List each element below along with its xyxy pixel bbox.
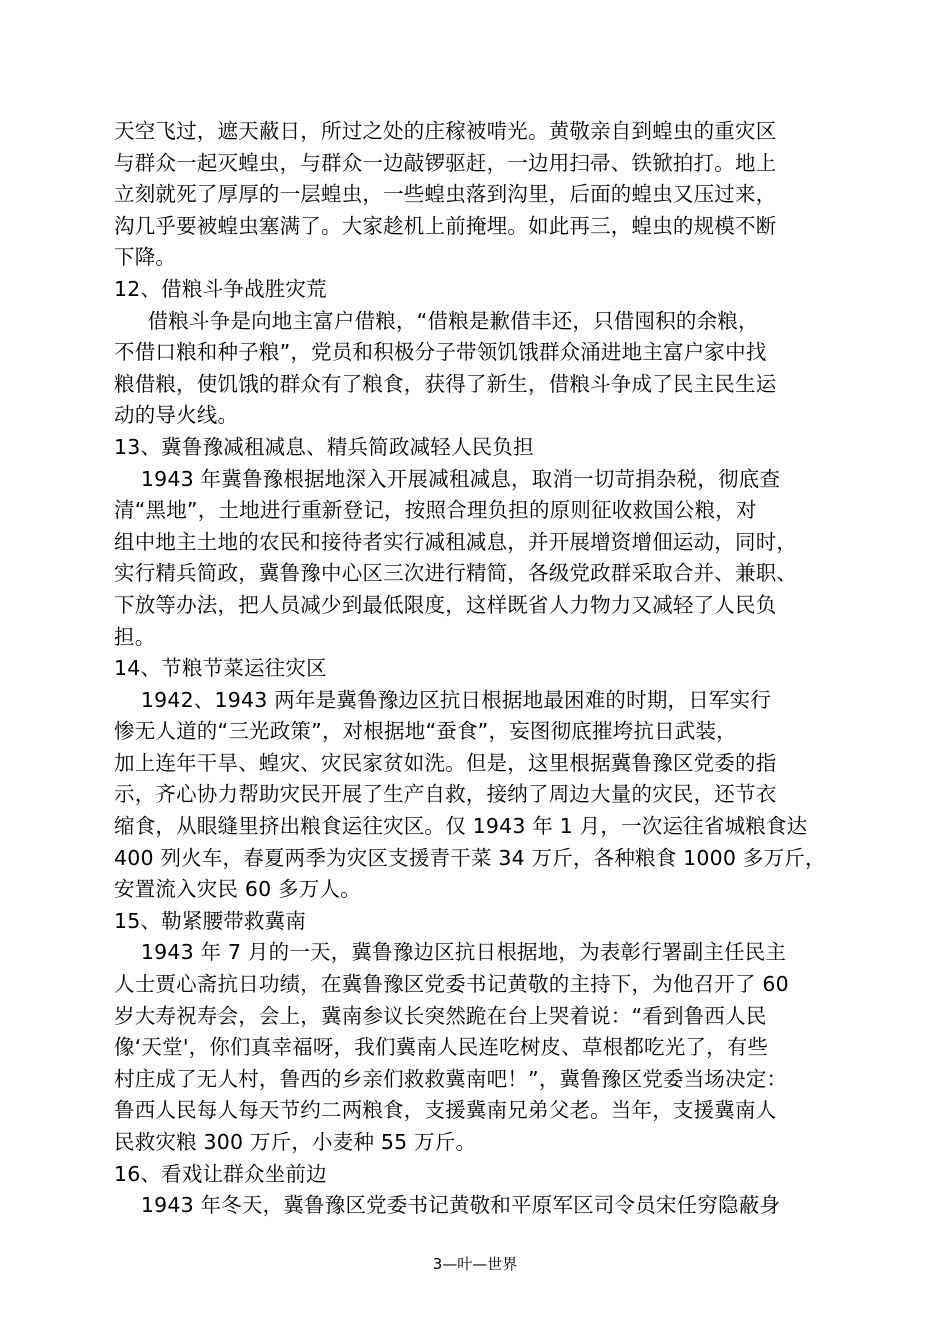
text-line: 担。 <box>114 624 156 649</box>
text-line: 民救灾粮 300 万斤，小麦种 55 万斤。 <box>114 1130 477 1154</box>
text-line: 鲁西人民每人每天节约二两粮食，支援冀南兄弟父老。当年，支援冀南人 <box>114 1098 777 1123</box>
text-line: 人士贾心斋抗日功绩，在冀鲁豫区党委书记黄敬的主持下，为他召开了 60 <box>114 972 789 997</box>
text-line: 示，齐心协力帮助灾民开展了生产自救，接纳了周边大量的灾民，还节衣 <box>114 782 777 807</box>
text-line: 天空飞过，遮天蔽日，所过之处的庄稼被啃光。黄敬亲自到蝗虫的重灾区 <box>114 119 777 143</box>
text-line: 粮借粮，使饥饿的群众有了粮食，获得了新生，借粮斗争成了民主民生运 <box>114 371 777 396</box>
text-line: 下降。 <box>114 245 177 270</box>
text-line: 沟几乎要被蝗虫塞满了。大家趁机上前掩埋。如此再三，蝗虫的规模不断 <box>114 213 777 238</box>
text-line: 1942、1943 两年是冀鲁豫边区抗日根据地最困难的时期，日军实行 <box>114 687 772 712</box>
text-line: 村庄成了无人村，鲁西的乡亲们救救冀南吧！”，冀鲁豫区党委当场决定： <box>114 1066 788 1091</box>
text-line: 与群众一起灭蝗虫，与群众一边敲锣驱赶，一边用扫帚、铁锨拍打。地上 <box>114 150 777 175</box>
text-line: 组中地主土地的农民和接待者实行减租减息，并开展增资增佃运动，同时， <box>114 529 798 554</box>
text-line: 安置流入灾民 60 多万人。 <box>114 877 361 902</box>
text-line: 不借口粮和种子粮”，党员和积极分子带领饥饿群众涌进地主富户家中找 <box>114 340 767 365</box>
text-line: 14、节粮节菜运往灾区 <box>114 656 327 681</box>
text-line: 16、看戏让群众坐前边 <box>114 1161 327 1186</box>
text-line: 加上连年干旱、蝗灾、灾民家贫如洗。但是，这里根据冀鲁豫区党委的指 <box>114 750 777 775</box>
text-line: 400 列火车，春夏两季为灾区支援青干菜 34 万斤，各种粮食 1000 多万斤， <box>114 845 826 870</box>
text-line: 实行精兵简政，冀鲁豫中心区三次进行精简，各级党政群采取合并、兼职、 <box>114 561 798 586</box>
text-line: 13、冀鲁豫减租减息、精兵简政减轻人民负担 <box>114 434 534 459</box>
text-line: 缩食，从眼缝里挤出粮食运往灾区。仅 1943 年 1 月，一次运往省城粮食达 <box>114 814 808 839</box>
text-line: 借粮斗争是向地主富户借粮，“借粮是歉借丰还，只借囤积的余粮， <box>114 308 759 333</box>
text-line: 12、借粮斗争战胜灾荒 <box>114 276 327 301</box>
text-line: 15、勒紧腰带救冀南 <box>114 908 307 933</box>
text-line: 下放等办法，把人员减少到最低限度，这样既省人力物力又减轻了人民负 <box>114 592 777 617</box>
text-line: 1943 年冬天，冀鲁豫区党委书记黄敬和平原军区司令员宋任穷隐蔽身 <box>114 1193 781 1218</box>
text-line: 立刻就死了厚厚的一层蝗虫，一些蝗虫落到沟里，后面的蝗虫又压过来， <box>114 182 777 207</box>
text-line: 动的导火线。 <box>114 403 239 428</box>
document-body <box>114 116 844 1222</box>
text-line: 惨无人道的“三光政策”，对根据地“蚕食”，妄图彻底摧垮抗日武装， <box>114 719 737 744</box>
text-line: 1943 年冀鲁豫根据地深入开展减租减息，取消一切苛捐杂税，彻底查 <box>114 466 781 491</box>
text-line: 岁大寿祝寿会，会上，冀南参议长突然跪在台上哭着说：“看到鲁西人民 <box>114 1003 767 1028</box>
text-line: 1943 年 7 月的一天，冀鲁豫边区抗日根据地，为表彰行署副主任民主 <box>114 940 787 965</box>
page-footer: 3—叶—世界 <box>432 1255 518 1273</box>
text-line: 清“黑地”，土地进行重新登记，按照合理负担的原则征收救国公粮，对 <box>114 498 757 523</box>
text-line: 像‘天堂'，你们真幸福呀，我们冀南人民连吃树皮、草根都吃光了，有些 <box>114 1035 769 1060</box>
